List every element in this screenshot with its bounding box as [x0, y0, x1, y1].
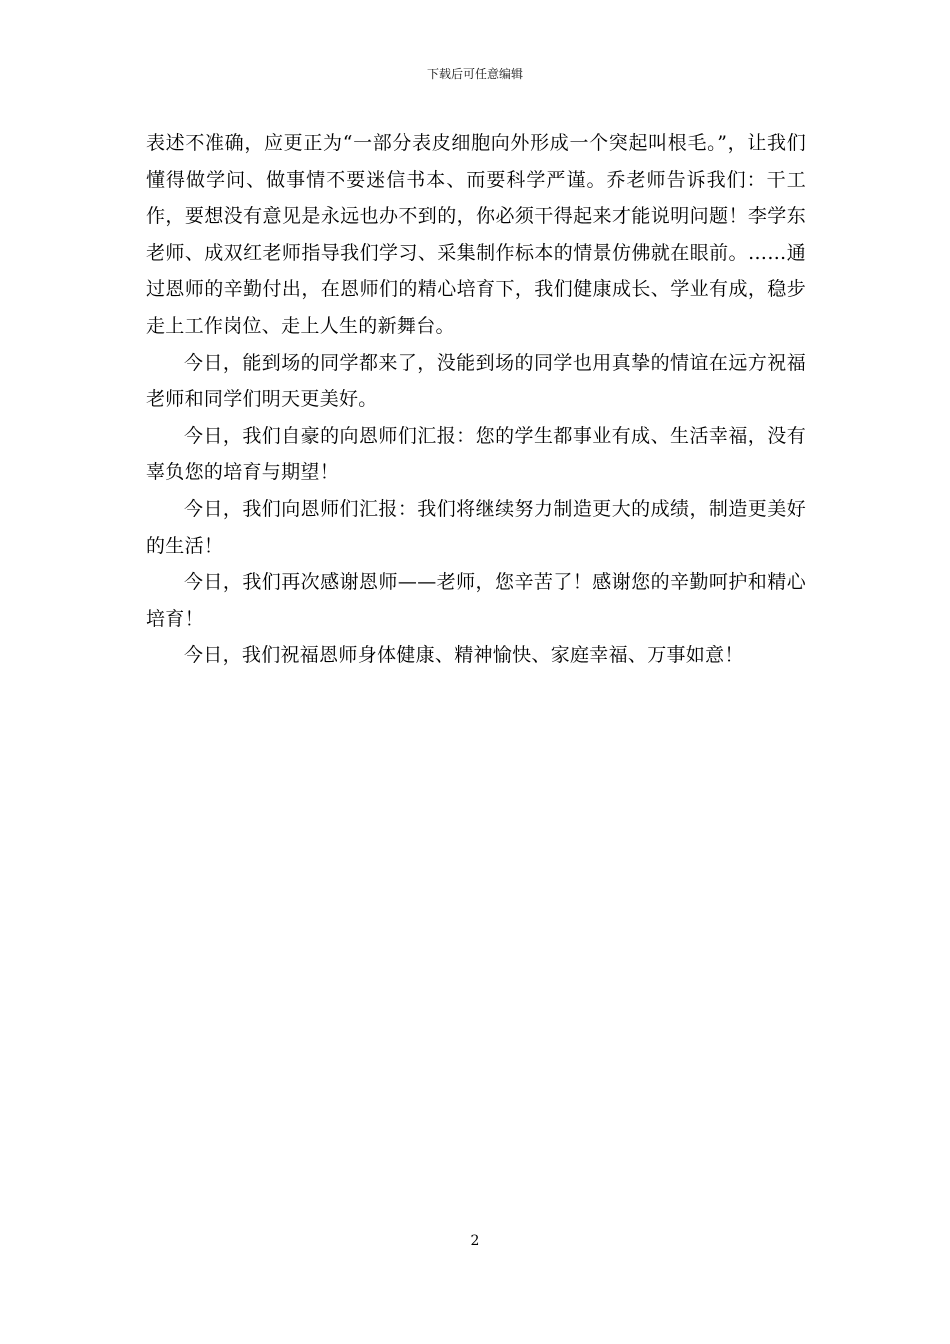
paragraph-report-effort: 今日，我们向恩师们汇报：我们将继续努力制造更大的成绩，制造更美好的生活！ — [146, 497, 806, 557]
page-number: 2 — [470, 1233, 480, 1249]
paragraph-thanks: 今日，我们再次感谢恩师——老师，您辛苦了！感谢您的辛勤呵护和精心培育！ — [146, 571, 806, 630]
paragraph-continued: 表述不准确，应更正为“一部分表皮细胞向外形成一个突起叫根毛。”，让我们懂得做学问、做事情不要迷信书本、而要科学严谨。乔老师告诉我们：干工作，要想没有意见是永远也办不到的，你必须干得起来才能说明问题！李学东老师、成双红老师指导我们学习、采集制作标本的情景仿佛就在眼前。……通过恩师的辛勤付出，在恩师们的精心培育下，我们健康成长、学业有成，稳步走上工作岗位、走上人生的新舞台。 — [146, 132, 806, 337]
paragraph-report-success: 今日，我们自豪的向恩师们汇报：您的学生都事业有成、生活幸福，没有辜负您的培育与期望！ — [146, 424, 806, 484]
document-body — [146, 125, 806, 674]
paragraph-attendance: 今日，能到场的同学都来了，没能到场的同学也用真挚的情谊在远方祝福老师和同学们明天更美好。 — [146, 351, 806, 411]
page-header: 下载后可任意编辑 — [426, 67, 523, 81]
paragraph-wishes: 今日，我们祝福恩师身体健康、精神愉快、家庭幸福、万事如意！ — [184, 644, 744, 667]
